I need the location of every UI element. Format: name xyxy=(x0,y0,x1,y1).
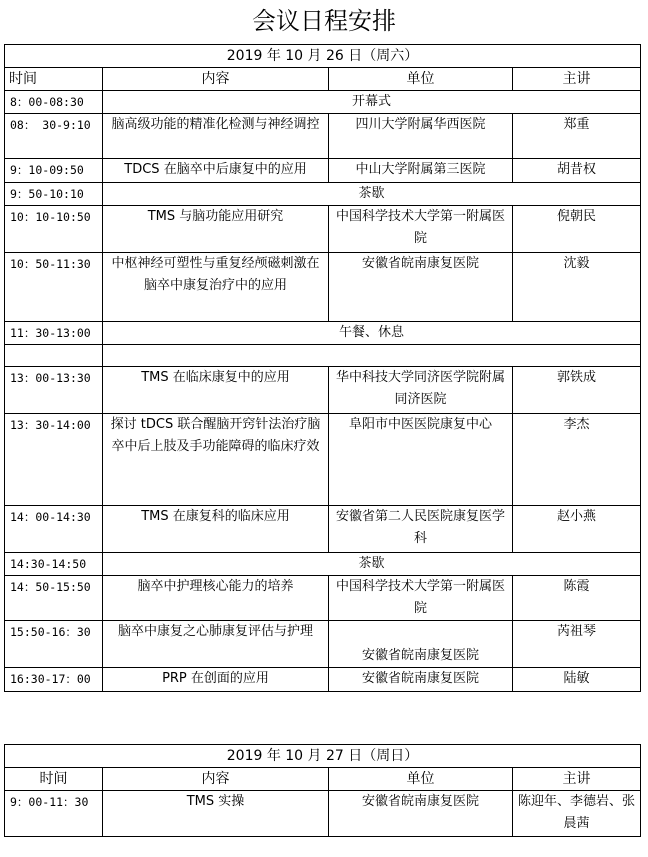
speaker-cell: 倪朝民 xyxy=(513,206,641,253)
session-cell xyxy=(103,345,641,367)
unit-cell: 安徽省皖南康复医院 xyxy=(329,253,513,322)
time-cell: 9：00-11：30 xyxy=(5,791,103,837)
speaker-cell: 沈毅 xyxy=(513,253,641,322)
session-cell: 午餐、休息 xyxy=(103,322,641,345)
time-cell: 15:50-16：30 xyxy=(5,621,103,668)
table-row xyxy=(5,506,641,553)
time-cell: 10：50-11:30 xyxy=(5,253,103,322)
unit-cell: 中山大学附属第三医院 xyxy=(329,159,513,183)
content-cell: 脑高级功能的精准化检测与神经调控 xyxy=(103,114,329,159)
table-row xyxy=(5,91,641,114)
table-row xyxy=(5,253,641,322)
content-cell: TMS 在临床康复中的应用 xyxy=(103,367,329,414)
schedule-table-day1 xyxy=(4,44,641,692)
header-unit: 单位 xyxy=(329,68,513,91)
table-row xyxy=(5,414,641,506)
table-row xyxy=(5,159,641,183)
header-row xyxy=(5,768,641,791)
schedule-table-day2 xyxy=(4,744,641,837)
content-cell: TDCS 在脑卒中后康复中的应用 xyxy=(103,159,329,183)
speaker-cell: 郑重 xyxy=(513,114,641,159)
speaker-cell: 芮祖琴 xyxy=(513,621,641,668)
header-unit: 单位 xyxy=(329,768,513,791)
header-speaker: 主讲 xyxy=(513,768,641,791)
content-cell: 脑卒中护理核心能力的培养 xyxy=(103,576,329,621)
content-cell: 中枢神经可塑性与重复经颅磁刺激在脑卒中康复治疗中的应用 xyxy=(103,253,329,322)
content-cell: TMS 实操 xyxy=(103,791,329,837)
date-row xyxy=(5,745,641,768)
unit-cell: 安徽省皖南康复医院 xyxy=(329,791,513,837)
header-content: 内容 xyxy=(103,68,329,91)
speaker-cell: 赵小燕 xyxy=(513,506,641,553)
session-cell: 茶歇 xyxy=(103,553,641,576)
speaker-cell: 陈霞 xyxy=(513,576,641,621)
date-label: 2019 年 10 月 26 日（周六） xyxy=(5,45,641,68)
table-row xyxy=(5,206,641,253)
table-row xyxy=(5,621,641,668)
header-time: 时间 xyxy=(5,768,103,791)
unit-cell: 四川大学附属华西医院 xyxy=(329,114,513,159)
time-cell: 14:30-14:50 xyxy=(5,553,103,576)
header-time: 时间 xyxy=(5,68,103,91)
time-cell: 16:30-17：00 xyxy=(5,668,103,692)
time-cell: 14：00-14:30 xyxy=(5,506,103,553)
content-cell: TMS 在康复科的临床应用 xyxy=(103,506,329,553)
date-row xyxy=(5,45,641,68)
unit-cell: 安徽省皖南康复医院 xyxy=(329,621,513,668)
speaker-cell: 陈迎年、李德岩、张晨茜 xyxy=(513,791,641,837)
time-cell: 9：10-09:50 xyxy=(5,159,103,183)
time-cell: 9：50-10:10 xyxy=(5,183,103,206)
unit-cell: 安徽省皖南康复医院 xyxy=(329,668,513,692)
page-title: 会议日程安排 xyxy=(252,7,396,35)
content-cell: TMS 与脑功能应用研究 xyxy=(103,206,329,253)
session-cell: 茶歇 xyxy=(103,183,641,206)
speaker-cell: 胡昔权 xyxy=(513,159,641,183)
table-row xyxy=(5,576,641,621)
time-cell: 13：00-13:30 xyxy=(5,367,103,414)
time-cell: 13：30-14:00 xyxy=(5,414,103,506)
time-cell xyxy=(5,345,103,367)
table-row xyxy=(5,114,641,159)
session-cell: 开幕式 xyxy=(103,91,641,114)
unit-cell: 安徽省第二人民医院康复医学科 xyxy=(329,506,513,553)
table-row xyxy=(5,345,641,367)
content-cell: PRP 在创面的应用 xyxy=(103,668,329,692)
header-content: 内容 xyxy=(103,768,329,791)
table-row xyxy=(5,791,641,837)
date-label: 2019 年 10 月 27 日（周日） xyxy=(5,745,641,768)
table-row xyxy=(5,322,641,345)
unit-cell: 中国科学技术大学第一附属医院 xyxy=(329,576,513,621)
unit-cell: 中国科学技术大学第一附属医院 xyxy=(329,206,513,253)
speaker-cell: 陆敏 xyxy=(513,668,641,692)
table-row xyxy=(5,668,641,692)
table-row xyxy=(5,553,641,576)
unit-cell: 阜阳市中医医院康复中心 xyxy=(329,414,513,506)
content-cell: 探讨 tDCS 联合醒脑开窍针法治疗脑卒中后上肢及手功能障碍的临床疗效 xyxy=(103,414,329,506)
table-row xyxy=(5,183,641,206)
unit-cell: 华中科技大学同济医学院附属同济医院 xyxy=(329,367,513,414)
speaker-cell: 李杰 xyxy=(513,414,641,506)
header-speaker: 主讲 xyxy=(513,68,641,91)
time-cell: 10：10-10:50 xyxy=(5,206,103,253)
time-cell: 8：00-08:30 xyxy=(5,91,103,114)
header-row xyxy=(5,68,641,91)
time-cell: 14：50-15:50 xyxy=(5,576,103,621)
table-row xyxy=(5,367,641,414)
time-cell: 08： 30-9:10 xyxy=(5,114,103,159)
content-cell: 脑卒中康复之心肺康复评估与护理 xyxy=(103,621,329,668)
time-cell: 11：30-13:00 xyxy=(5,322,103,345)
speaker-cell: 郭铁成 xyxy=(513,367,641,414)
